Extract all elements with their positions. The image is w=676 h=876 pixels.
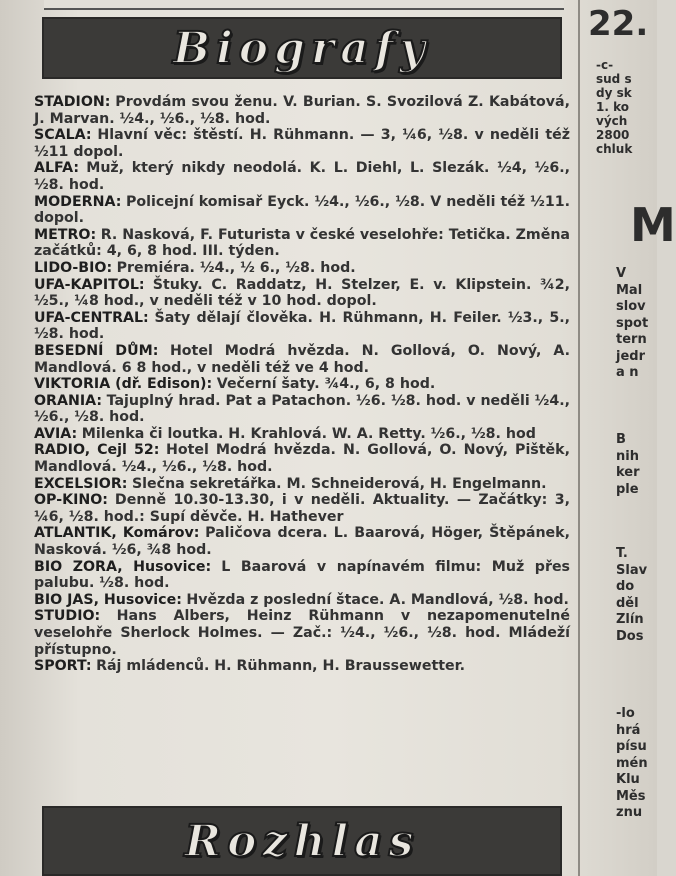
screening-details: Hvězda z poslední štace. A. Mandlová, ½8. hod. bbox=[186, 591, 569, 608]
venue-name: BESEDNÍ DŮM: bbox=[34, 342, 159, 359]
venue-name: LIDO-BIO: bbox=[34, 259, 113, 276]
venue-name: OP-KINO: bbox=[34, 492, 108, 509]
listing-entry bbox=[34, 94, 570, 127]
venue-name: EXCELSIOR: bbox=[34, 475, 128, 492]
article-fragment: -c- sud s dy sk 1. ko vých 2800 chluk bbox=[596, 58, 633, 156]
listing-entry bbox=[34, 194, 570, 227]
screening-details: Premiéra. ½4., ½ 6., ½8. hod. bbox=[116, 259, 356, 276]
venue-name: ATLANTIK, Komárov: bbox=[34, 525, 200, 542]
screening-details: Hans Albers, Heinz Rühmann v nezapomenutelné veselohře Sherlock Holmes. — Zač.: ½4., ½6., ½8. hod. Mládeží přístupno. bbox=[34, 608, 571, 658]
listing-entry bbox=[34, 277, 570, 310]
article-paragraph-1: V Mal slov spot tern jedr a n bbox=[616, 266, 649, 380]
listing-entry bbox=[34, 260, 570, 277]
listing-entry bbox=[34, 608, 570, 658]
article-paragraph-4: -lo hrá písu mén Klu Měs znu bbox=[616, 706, 648, 820]
cinema-listings bbox=[34, 94, 570, 675]
screening-details: Provdám svou ženu. V. Burian. S. Svozilová Z. Kabátová, J. Marvan. ½4., ½6., ½8. hod. bbox=[34, 94, 570, 127]
next-section-title: Rozhlas bbox=[184, 815, 420, 867]
listing-entry bbox=[34, 127, 570, 160]
venue-name: RADIO, Cejl 52: bbox=[34, 442, 160, 459]
listing-entry bbox=[34, 592, 570, 609]
headline-initial: M bbox=[630, 198, 676, 252]
screening-details: Denně 10.30-13.30, i v neděli. Aktuality. — Začátky: 3, ¼6, ½8. hod.: Supí děvče. H. Hathever bbox=[34, 492, 570, 525]
venue-name: SCALA: bbox=[34, 127, 92, 144]
venue-name: MODERNA: bbox=[34, 193, 122, 210]
venue-name: VIKTORIA (dř. Edison): bbox=[34, 376, 213, 393]
listing-entry bbox=[34, 426, 570, 443]
listing-entry bbox=[34, 343, 570, 376]
listing-entry bbox=[34, 227, 570, 260]
listing-entry bbox=[34, 160, 570, 193]
listing-entry bbox=[34, 658, 570, 675]
venue-name: AVIA: bbox=[34, 425, 78, 442]
listing-entry bbox=[34, 559, 570, 592]
listing-entry bbox=[34, 442, 570, 475]
listing-entry bbox=[34, 492, 570, 525]
column-divider bbox=[578, 0, 580, 876]
article-paragraph-3: T. Slav do děl Zlín Dos bbox=[616, 546, 648, 644]
screening-details: Večerní šaty. ¾4., 6, 8 hod. bbox=[216, 376, 436, 393]
listing-entry bbox=[34, 376, 570, 393]
screening-details: Tajuplný hrad. Pat a Patachon. ½6. ½8. hod. v neděli ½4., ½6., ½8. hod. bbox=[34, 392, 570, 426]
venue-name: UFA-KAPITOL: bbox=[34, 276, 145, 293]
adjacent-column bbox=[582, 0, 676, 876]
listing-entry bbox=[34, 476, 570, 493]
screening-details: Milenka či loutka. H. Krahlová. W. A. Retty. ½6., ½8. hod bbox=[81, 425, 536, 442]
section-title: Biografy bbox=[172, 22, 432, 74]
date-heading: 22. bbox=[588, 4, 649, 44]
venue-name: BIO ZORA, Husovice: bbox=[34, 558, 212, 575]
screening-details: R. Nasková, F. Futurista v české veselohře: Tetička. Změna začátků: 4, 6, 8 hod. III. týden. bbox=[34, 226, 570, 260]
screening-details: Ráj mládenců. H. Rühmann, H. Braussewetter. bbox=[96, 658, 465, 675]
listing-entry bbox=[34, 393, 570, 426]
venue-name: ORANIA: bbox=[34, 392, 103, 409]
listing-entry bbox=[34, 310, 570, 343]
venue-name: ALFA: bbox=[34, 160, 79, 177]
screening-details: Štuky. C. Raddatz, H. Stelzer, E. v. Klipstein. ¾2, ½5., ¼8 hod., v neděli též v 10 hod. dopol. bbox=[34, 276, 571, 310]
venue-name: METRO: bbox=[34, 226, 97, 243]
screening-details: Hotel Modrá hvězda. N. Gollová, O. Nový, Pištěk, Mandlová. ½4., ½6., ½8. hod. bbox=[34, 442, 570, 476]
screening-details: L Baarová v napínavém filmu: Muž přes palubu. ½8. hod. bbox=[34, 558, 571, 592]
screening-details: Muž, který nikdy neodolá. K. L. Diehl, L. Slezák. ½4, ½6., ½8. hod. bbox=[34, 160, 570, 193]
screening-details: Hlavní věc: štěstí. H. Rühmann. — 3, ¼6, ½8. v neděli též ½11 dopol. bbox=[34, 127, 570, 160]
next-section-banner bbox=[42, 806, 562, 876]
screening-details: Policejní komisař Eyck. ½4., ½6., ½8. V neděli též ½11. dopol. bbox=[34, 193, 570, 227]
screening-details: Slečna sekretářka. M. Schneiderová, H. Engelmann. bbox=[131, 475, 547, 492]
venue-name: UFA-CENTRAL: bbox=[34, 309, 149, 326]
venue-name: STUDIO: bbox=[34, 608, 101, 625]
article-paragraph-2: B nih ker ple bbox=[616, 432, 640, 497]
section-header-banner bbox=[42, 17, 562, 79]
top-border bbox=[44, 0, 564, 10]
screening-details: Paličova dcera. L. Baarová, Höger, Štěpánek, Nasková. ½6, ¾8 hod. bbox=[34, 525, 570, 559]
venue-name: SPORT: bbox=[34, 658, 92, 675]
screening-details: Hotel Modrá hvězda. N. Gollová, O. Nový, A. Mandlová. 6 8 hod., v neděli též ve 4 hod. bbox=[34, 342, 571, 376]
listing-entry bbox=[34, 525, 570, 558]
venue-name: BIO JAS, Husovice: bbox=[34, 591, 182, 608]
venue-name: STADION: bbox=[34, 94, 111, 110]
screening-details: Šaty dělají člověka. H. Rühmann, H. Feiler. ½3., 5., ½8. hod. bbox=[34, 309, 570, 343]
